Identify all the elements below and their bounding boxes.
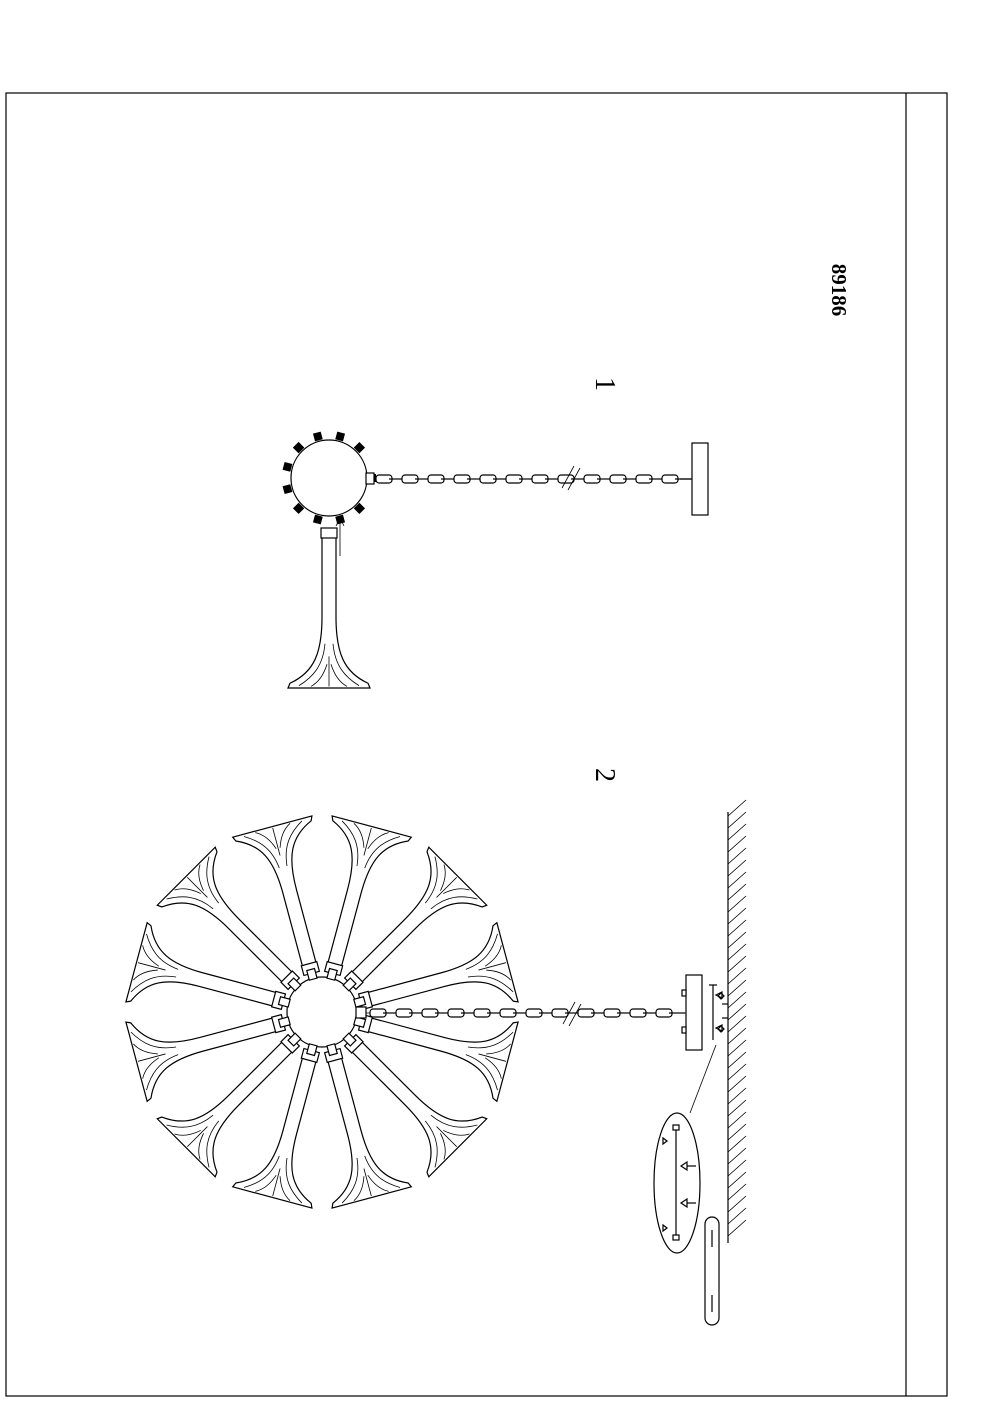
arm-socket bbox=[307, 1044, 317, 1056]
detail-ellipse bbox=[654, 1113, 700, 1253]
arm-socket bbox=[278, 1017, 290, 1027]
step-1-label: 1 bbox=[589, 377, 620, 391]
step-2-label: 2 bbox=[589, 768, 620, 782]
suspension-chain bbox=[372, 475, 692, 483]
arm-socket bbox=[283, 485, 292, 494]
suspension-chain-mounted bbox=[366, 1009, 686, 1017]
arm-socket bbox=[354, 997, 366, 1007]
ceiling-surface bbox=[728, 800, 746, 1243]
arm-socket bbox=[314, 515, 323, 524]
arm-socket bbox=[327, 1044, 337, 1056]
arm-socket bbox=[327, 968, 337, 980]
model-number: 89186 bbox=[827, 263, 851, 317]
screw-icon bbox=[663, 1138, 696, 1231]
arm-socket bbox=[314, 432, 323, 441]
ceiling-canopy-mounted bbox=[686, 975, 702, 1050]
step-1-diagram bbox=[283, 432, 708, 688]
mounting-bracket bbox=[709, 985, 728, 1040]
arm-socket bbox=[283, 463, 292, 472]
drawing-frame bbox=[6, 93, 947, 1396]
glass-arm bbox=[288, 528, 370, 688]
detail-callout bbox=[654, 1045, 716, 1253]
mounting-plate-detail bbox=[705, 1217, 719, 1325]
central-hub bbox=[291, 440, 367, 516]
arm-socket bbox=[307, 968, 317, 980]
step-2-diagram bbox=[126, 800, 746, 1325]
arm-socket bbox=[278, 997, 290, 1007]
ceiling-canopy bbox=[692, 443, 708, 515]
arm-socket bbox=[336, 432, 345, 441]
